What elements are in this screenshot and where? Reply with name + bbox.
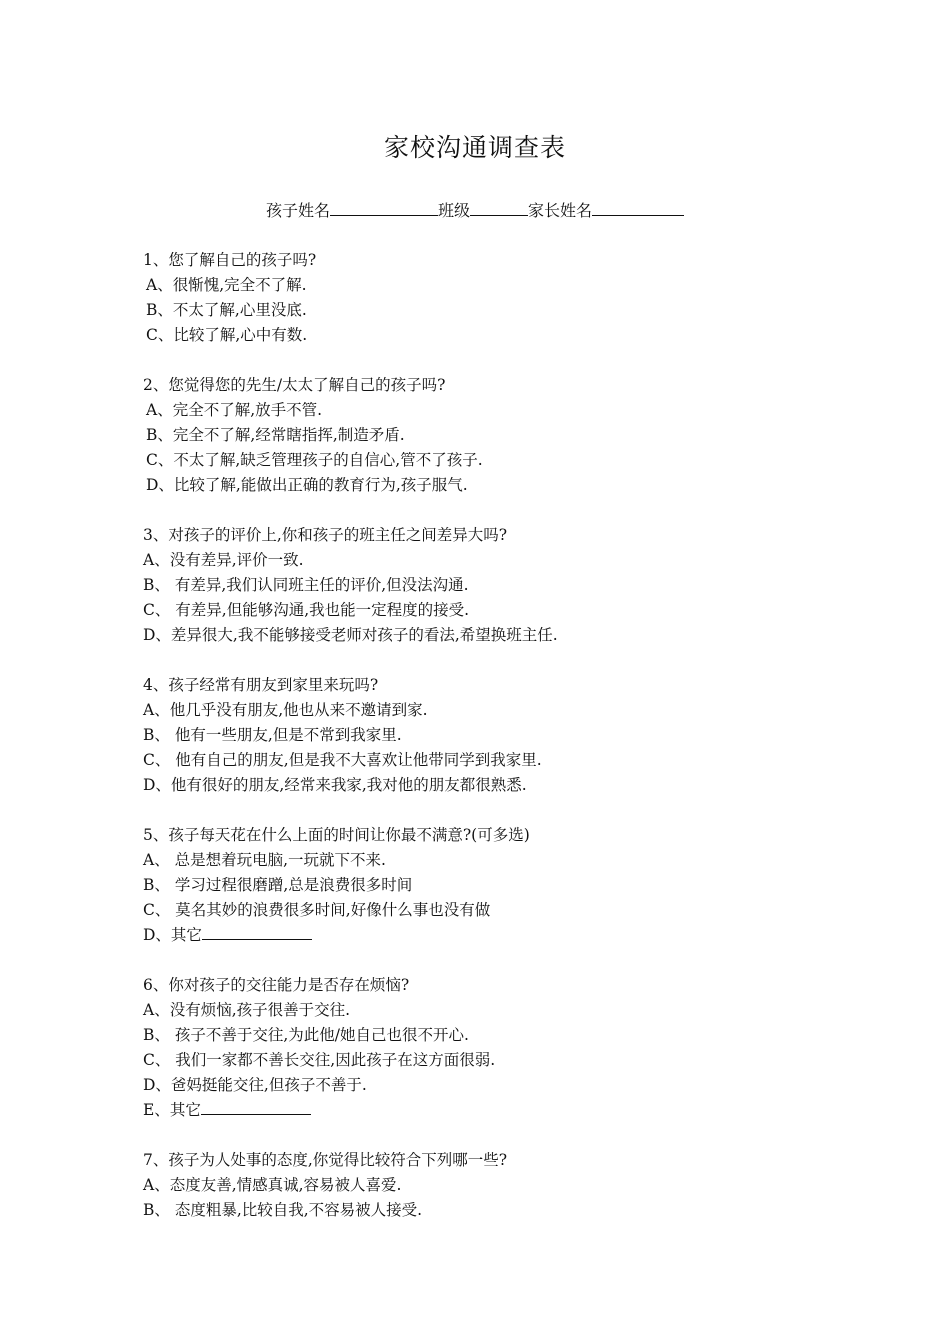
option-d-label: D、其它	[143, 926, 202, 944]
option-b[interactable]: B、 有差异,我们认同班主任的评价,但没法沟通.	[143, 576, 469, 594]
question-text: 3、对孩子的评价上,你和孩子的班主任之间差异大吗?	[143, 526, 508, 544]
option-d-other[interactable]	[143, 923, 843, 948]
option-d[interactable]: D、他有很好的朋友,经常来我家,我对他的朋友都很熟悉.	[143, 776, 527, 794]
option-b[interactable]: B、 他有一些朋友,但是不常到我家里.	[143, 726, 402, 744]
option-d[interactable]: D、爸妈挺能交往,但孩子不善于.	[143, 1076, 367, 1094]
option-b[interactable]: B、不太了解,心里没底.	[146, 301, 307, 319]
option-c[interactable]: C、比较了解,心中有数.	[146, 326, 308, 344]
option-b[interactable]: B、 学习过程很磨蹭,总是浪费很多时间	[143, 876, 413, 894]
option-d[interactable]: D、差异很大,我不能够接受老师对孩子的看法,希望换班主任.	[143, 626, 558, 644]
question-list	[143, 248, 843, 1248]
question-7	[143, 1148, 843, 1223]
other-blank[interactable]	[201, 1098, 311, 1115]
option-e-label: E、其它	[143, 1101, 201, 1119]
question-text: 4、孩子经常有朋友到家里来玩吗?	[143, 676, 379, 694]
option-a[interactable]: A、完全不了解,放手不管.	[146, 401, 323, 419]
option-c[interactable]: C、 他有自己的朋友,但是我不大喜欢让他带同学到我家里.	[143, 751, 542, 769]
class-label: 班级	[437, 201, 470, 220]
other-blank[interactable]	[202, 923, 312, 940]
option-a[interactable]: A、没有烦恼,孩子很善于交往.	[143, 1001, 351, 1019]
child-name-blank[interactable]	[330, 199, 438, 216]
question-4	[143, 673, 843, 798]
option-a[interactable]: A、 总是想着玩电脑,一玩就下不来.	[143, 851, 386, 869]
question-text: 5、孩子每天花在什么上面的时间让你最不满意?(可多选)	[143, 826, 530, 844]
option-b[interactable]: B、 态度粗暴,比较自我,不容易被人接受.	[143, 1201, 423, 1219]
option-a[interactable]: A、没有差异,评价一致.	[143, 551, 304, 569]
option-b[interactable]: B、完全不了解,经常瞎指挥,制造矛盾.	[146, 426, 405, 444]
question-3	[143, 523, 843, 648]
class-blank[interactable]	[470, 199, 528, 216]
question-2	[143, 373, 843, 498]
option-c[interactable]: C、 有差异,但能够沟通,我也能一定程度的接受.	[143, 601, 470, 619]
question-text: 2、您觉得您的先生/太太了解自己的孩子吗?	[143, 376, 446, 394]
option-c[interactable]: C、 莫名其妙的浪费很多时间,好像什么事也没有做	[143, 901, 491, 919]
option-e-other[interactable]	[143, 1098, 843, 1123]
option-d[interactable]: D、比较了解,能做出正确的教育行为,孩子服气.	[146, 476, 468, 494]
question-text: 6、你对孩子的交往能力是否存在烦恼?	[143, 976, 410, 994]
info-line	[0, 198, 950, 224]
option-a[interactable]: A、很惭愧,完全不了解.	[146, 276, 307, 294]
question-text: 7、孩子为人处事的态度,你觉得比较符合下列哪一些?	[143, 1151, 508, 1169]
question-6	[143, 973, 843, 1123]
option-b[interactable]: B、 孩子不善于交往,为此他/她自己也很不开心.	[143, 1026, 469, 1044]
option-a[interactable]: A、态度友善,情感真诚,容易被人喜爱.	[143, 1176, 402, 1194]
parent-name-blank[interactable]	[592, 199, 684, 216]
question-5	[143, 823, 843, 948]
parent-name-label: 家长姓名	[528, 201, 593, 220]
page-title: 家校沟通调查表	[383, 133, 566, 162]
option-c[interactable]: C、不太了解,缺乏管理孩子的自信心,管不了孩子.	[146, 451, 483, 469]
option-a[interactable]: A、他几乎没有朋友,他也从来不邀请到家.	[143, 701, 428, 719]
child-name-label: 孩子姓名	[265, 201, 330, 220]
question-text: 1、您了解自己的孩子吗?	[143, 251, 317, 269]
option-c[interactable]: C、 我们一家都不善长交往,因此孩子在这方面很弱.	[143, 1051, 496, 1069]
question-1	[143, 248, 843, 348]
